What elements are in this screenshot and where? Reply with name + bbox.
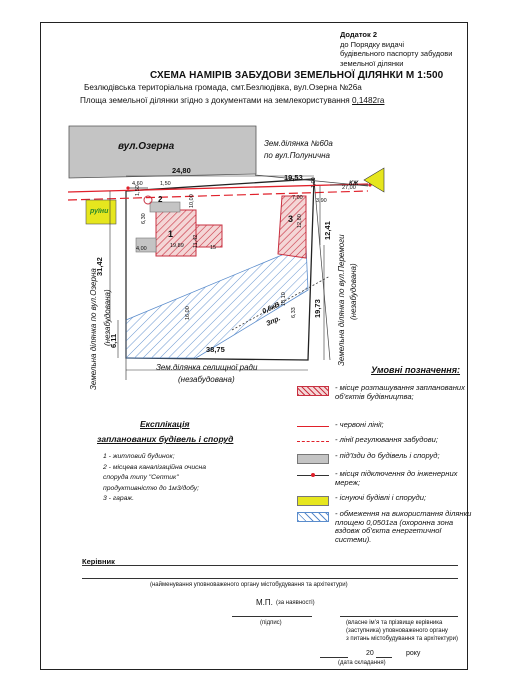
dim-right: 19,73 bbox=[313, 299, 322, 318]
head-line bbox=[82, 565, 458, 566]
legend-item-existing bbox=[297, 494, 472, 508]
date-day-line bbox=[320, 657, 348, 658]
appendix-line: земельної ділянки bbox=[340, 58, 404, 68]
seal-label: М.П. bbox=[256, 598, 273, 607]
explication-title: Експлікація bbox=[140, 419, 190, 429]
explication-subtitle: запланованих будівель і споруд bbox=[97, 434, 234, 444]
gray-swatch-icon bbox=[297, 454, 329, 464]
dim-10-00: 10,00 bbox=[189, 194, 195, 208]
name-caption-3: з питань містобудування та архітектури) bbox=[346, 636, 458, 642]
legend-title: Умовні позначення: bbox=[371, 365, 461, 375]
dim-top: 24,80 bbox=[172, 166, 191, 175]
name-caption-2: (заступника) уповноваженого органу bbox=[346, 628, 448, 634]
bottom-land-status: (незабудована) bbox=[178, 375, 235, 384]
dim-19-89: 19,89 bbox=[170, 243, 184, 249]
dim-11-42: 11,42 bbox=[193, 234, 199, 248]
area-label: Площа земельної ділянки згідно з документами на землекористування bbox=[80, 96, 350, 105]
power-line-label: 0,6кВ bbox=[261, 301, 281, 316]
left-neighbor-status: (незабудована) bbox=[103, 289, 112, 346]
dim-7-00: 7,00 bbox=[292, 195, 303, 201]
legend-text: - існуючі будівлі і споруди; bbox=[335, 493, 427, 502]
legend-item-restriction bbox=[297, 510, 472, 558]
org-caption: (найменування уповноваженого органу містобудування та архітектури) bbox=[150, 582, 348, 588]
explication-list bbox=[103, 452, 273, 505]
document-title: СХЕМА НАМІРІВ ЗАБУДОВИ ЗЕМЕЛЬНОЇ ДІЛЯНКИ М 1:500 bbox=[150, 70, 444, 81]
dim-4-60: 4,60 bbox=[132, 181, 143, 187]
dim-18-10: 18,10 bbox=[281, 292, 287, 306]
legend-text: - під’їзди до будівель і споруд; bbox=[335, 451, 440, 460]
legend-text: - місце розташування запланованих об’єктів будівництва; bbox=[335, 383, 465, 401]
explication-item: 3 - гараж. bbox=[103, 495, 135, 503]
explication-item: продуктивністю до 1м3/добу; bbox=[103, 484, 199, 492]
building-3-number: 3 bbox=[288, 214, 294, 224]
dim-left: 31,42 bbox=[95, 257, 104, 276]
legend-text: - червоні лінії; bbox=[335, 420, 384, 429]
appendix-line: будівельного паспорту забудови bbox=[340, 49, 453, 59]
legend-item-access bbox=[297, 452, 472, 466]
legend-item-red-lines bbox=[297, 421, 472, 435]
date-year-line bbox=[376, 657, 392, 658]
bottom-land-label: Зем.ділянка селищної ради bbox=[156, 363, 258, 372]
date-year-suffix: року bbox=[406, 650, 421, 657]
ruins-label: руїни bbox=[90, 208, 109, 215]
dim-15: 15 bbox=[210, 245, 217, 251]
legend-item-connections bbox=[297, 470, 472, 494]
legend-text: - обмеження на використання ділянки площею 0,0501га (охоронна зона вздовж об’єкта енергетичної системи). bbox=[335, 509, 472, 545]
seal-note: (за наявності) bbox=[276, 600, 315, 606]
dim-16-00: 16,00 bbox=[185, 306, 191, 320]
signature-caption: (підпис) bbox=[260, 620, 282, 626]
legend-item-planned bbox=[297, 384, 472, 420]
dim-right-upper: 12,41 bbox=[323, 221, 332, 240]
name-line bbox=[340, 616, 458, 617]
power-line-label-2: Зпр. bbox=[265, 315, 282, 328]
org-line bbox=[82, 578, 458, 579]
dim-1-00: 1,00 bbox=[311, 177, 317, 188]
right-neighbor-status: (незабудована) bbox=[349, 263, 358, 320]
legend-text: - лінії регулювання забудови; bbox=[335, 435, 438, 444]
signature-line bbox=[232, 616, 312, 617]
dim-1-50b: 1,50 bbox=[135, 185, 141, 196]
date-caption: (дата складання) bbox=[338, 660, 386, 666]
building-2-number: 2 bbox=[158, 195, 163, 204]
appendix-head: Додаток 2 bbox=[340, 30, 378, 39]
explication-item: 2 - місцева каналізаційна очисна bbox=[103, 463, 207, 471]
red-dash-swatch-icon bbox=[297, 441, 329, 442]
red-line-swatch-icon bbox=[297, 426, 329, 427]
legend-text: - місця підключення до інженерних мереж; bbox=[335, 469, 458, 487]
neighbor-60a-label: Зем.ділянка №60а bbox=[264, 139, 333, 148]
connection-point-icon bbox=[311, 473, 315, 477]
yellow-swatch-icon bbox=[297, 496, 329, 506]
kzh-sign bbox=[364, 168, 384, 192]
explication-item: споруда типу "Септик" bbox=[103, 474, 179, 482]
appendix-line: до Порядку видачі bbox=[340, 39, 405, 49]
dim-6-33: 6,33 bbox=[291, 307, 297, 318]
right-neighbor-label: Земельна ділянка по вул.Перемоги bbox=[337, 234, 346, 366]
street-ozerna-area bbox=[69, 126, 256, 178]
dim-12-80: 12,80 bbox=[297, 214, 303, 228]
driveway bbox=[150, 202, 180, 212]
kzh-label: КЖ bbox=[349, 181, 359, 187]
dim-1-50: 1,50 bbox=[160, 181, 171, 187]
legend-item-regulation bbox=[297, 436, 472, 450]
dim-3-90: 3,90 bbox=[316, 198, 327, 204]
street-ozerna-label: вул.Озерна bbox=[118, 141, 175, 152]
head-label: Керівник bbox=[82, 557, 115, 566]
area-value: 0,1482га bbox=[352, 96, 385, 105]
date-year-prefix: 20 bbox=[366, 650, 374, 657]
left-neighbor-label: Земельна ділянка по вул.Озерна bbox=[89, 268, 98, 390]
dim-red-line-offset: 27,00 bbox=[342, 185, 356, 191]
dim-top-right: 19,53 bbox=[284, 173, 303, 182]
explication-item: 1 - житловий будинок; bbox=[103, 453, 175, 460]
name-caption-1: (власне ім’я та прізвище керівника bbox=[346, 620, 443, 626]
dim-6-30: 6,30 bbox=[141, 213, 147, 224]
hatch-red-swatch-icon bbox=[297, 386, 329, 396]
location-line: Безлюдівська територіальна громада, смт.Безлюдівка, вул.Озерна №26а bbox=[84, 83, 362, 92]
building-1-number: 1 bbox=[168, 229, 174, 239]
dim-bottom: 38,75 bbox=[206, 345, 225, 354]
neighbor-60a-street-label: по вул.Полунична bbox=[264, 151, 330, 160]
dim-4-00: 4,00 bbox=[136, 246, 147, 252]
hatch-blue-swatch-icon bbox=[297, 512, 329, 522]
dim-left-lower: 6,11 bbox=[109, 333, 118, 348]
